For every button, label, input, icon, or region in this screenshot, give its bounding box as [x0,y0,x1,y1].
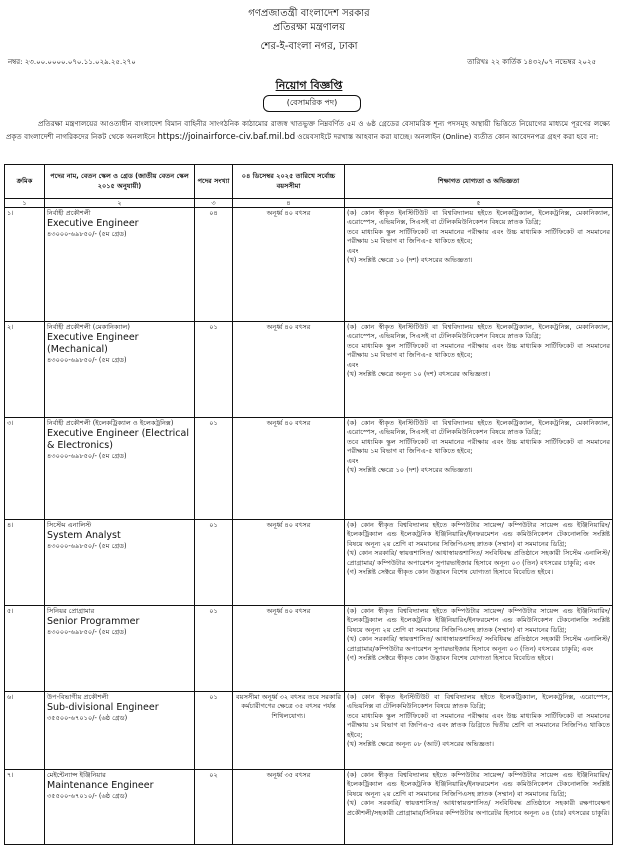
row-post-count: ০১ [195,520,233,606]
table-row [5,418,613,520]
qualification-line: তবে মাধ্যমিক স্কুল সার্টিফিকেট বা সমমানের পরীক্ষায় এবং উচ্চ মাধ্যমিক সার্টিফিকেট বা সমমানের পরীক্ষায় ১ম বিভাগ বা জিপিএ-৫ এবং স্নাতক ডিগ্রিতে দ্বিতীয় শ্রেণি বা সমমানের সিজিপিএ থাকিতে হইবে; [347,711,610,739]
col-number: ৫ [345,199,613,208]
post-name-en: Executive Engineer (Mechanical) [47,332,139,356]
post-name-bn: নির্বাহী প্রকৌশলী [47,209,91,217]
qualification-line: (খ) কোন সরকারি/ স্বায়ত্তশাসিত/ আধাস্বায়ত্তশাসিত/ সংবিধিবদ্ধ প্রতিষ্ঠানে সহকারী রক্ষণাবেক্ষণ প্রকৌশলী/সহকারী প্রোগ্রামার/সিনিয়র কম্পিউটার অপারেটর হিসাবে অনূন্য ০৪ (চার) বৎসরের চাকুরি। [347,799,610,817]
qualification-line: (খ) সংশ্লিষ্ট ক্ষেত্রে অনূন্য ১০ (দশ) বৎসরের অভিজ্ঞতা। [347,370,491,379]
row-post-count: ০১ [195,322,233,418]
qualification-line: এবং [347,456,359,465]
table-body [5,208,613,845]
col-number: ১ [5,199,45,208]
qualification-line: (ক) কোন স্বীকৃত ইনস্টিটিউট বা বিশ্ববিদ্যালয় হইতে ইলেকট্রিক্যাল, ইলেকট্রনিক্স, মেকানিক্যাল, এরোস্পেস, এভিয়নিক্স, সিএসই বা টেলিকমিউনিকেশন বিষয়ে স্নাতক ডিগ্রি; [347,209,610,227]
qualification-line: এবং [347,360,359,369]
header-qualification: শিক্ষাগত যোগ্যতা ও অভিজ্ঞতা [345,165,613,199]
col-number: ৩ [195,199,233,208]
pay-scale: ৪৩০০০-৬৯৮৫০/- (৫ম গ্রেড) [47,542,127,551]
row-qualification [345,606,613,692]
qualification-line: (খ) সংশ্লিষ্ট ক্ষেত্রে ১০ (দশ) বৎসরের অভিজ্ঞতা। [347,256,473,265]
post-name-en: Senior Programmer [47,616,140,628]
qualification-line: (ক) কোন স্বীকৃত বিশ্ববিদ্যালয় হইতে কম্পিউটার সায়েন্স/ কম্পিউটার সায়েন্স এন্ড ইঞ্জিনিয়ারিং/ইলেকট্রিক্যাল এন্ড ইলেকট্রনিক ইঞ্জিনিয়ারিং/ইনফরমেশন এন্ড কমিউনিকেশন টেকনোলজি সংশ্লিষ্ট বিষয়ে অনূন্য ২য় শ্রেণি বা সমমানের সিজিপিএসহ স্নাতক (সম্মান) বা সমমানের ডিগ্রি; [347,771,610,798]
post-name-bn: সিস্টেম এনালিস্ট [47,521,92,529]
qualification-line: তবে মাধ্যমিক স্কুল সার্টিফিকেট বা সমমানের পরীক্ষায় এবং উচ্চ মাধ্যমিক সার্টিফিকেট বা সমমানের পরীক্ষায় ১ম বিভাগ বা জিপিএ-৫ থাকিতে হইবে; [347,227,610,246]
ministry-heading: প্রতিরক্ষা মন্ত্রণালয় [272,22,346,33]
pay-scale: ৪৩০০০-৬৯৮৫০/- (৫ম গ্রেড) [47,452,127,461]
header-count: পদের সংখ্যা [195,165,233,199]
post-name-en: Executive Engineer (Electrical & Electronics) [47,428,189,452]
row-serial: ৪। [5,520,45,606]
row-age-limit: অনূর্ধ্ব ৪০ বৎসর [233,322,345,418]
post-name-bn: নির্বাহী প্রকৌশলী (ইলেকট্রিক্যাল ও ইলেকট্রনিক্স) [47,419,174,427]
table-row [5,692,613,770]
intro-text-before: প্রতিরক্ষা মন্ত্রণালয়ের আওতাধীন বাংলাদেশ বিমান বাহিনীর সাংগঠনিক কাঠামোর রাজস্ব খাতভুক্ত নিম্নবর্ণিত ৫ম ও ৬ষ্ঠ গ্রেডের বেসামরিক শূন্য পদসমূহ অস্থায়ী ভিত্তিতে নিয়োগের মাধ্যমে পূরণের লক্ষ্যে প্রকৃত বাংলাদেশী নাগরিকদের নিকট থেকে অনলাইনে [6,119,610,141]
row-post [45,692,195,770]
row-qualification [345,322,613,418]
qualification-line: (ক) কোন স্বীকৃত ইনস্টিটিউট বা বিশ্ববিদ্যালয় হইতে ইলেকট্রিক্যাল, ইলেকট্রনিক্স, মেকানিক্যাল, এরোস্পেস, এভিয়নিক্স, সিএসই বা টেলিকমিউনিকেশন বিষয়ে স্নাতক ডিগ্রি; [347,323,610,341]
header-age: ০৪ ডিসেম্বর ২০২৫ তারিখে সর্বোচ্চ বয়সসীমা [233,165,345,199]
pay-scale: ৪৩০০০-৬৯৮৫০/- (৫ম গ্রেড) [47,230,127,239]
header-post: পদের নাম, বেতন স্কেল ও গ্রেড (জাতীয় বেতন স্কেল ২০১৫ অনুযায়ী) [45,165,195,199]
post-name-bn: সিনিয়র প্রোগ্রামার [47,607,95,615]
row-qualification [345,520,613,606]
row-age-limit: অনূর্ধ্ব ৪০ বৎসর [233,418,345,520]
post-name-en: Maintenance Engineer [47,780,154,792]
qualification-line: (গ) সংশ্লিষ্ট সেক্টরে স্বীকৃত কোন উদ্ভাবন বিশেষ যোগ্যতা হিসাবে বিবেচিত হইবে। [347,568,554,577]
notice-date: তারিখঃ ২২ কার্তিক ১৪৩২/০৭ নভেম্বর ২০২৫ [467,58,596,66]
post-name-bn: মেইন্টেন্যান্স ইঞ্জিনিয়ার [47,771,106,779]
col-number: ২ [45,199,195,208]
row-serial: ২। [5,322,45,418]
qualification-line: (খ) সংশ্লিষ্ট ক্ষেত্রে অনূন্য ০৮ (আট) বৎসরের অভিজ্ঞতা। [347,740,494,749]
table-row [5,606,613,692]
post-name-en: System Analyst [47,530,121,542]
qualification-line: (খ) কোন সরকারি/ স্বায়ত্তশাসিত/ আধাস্বায়ত্তশাসিত/ সংবিধিবদ্ধ প্রতিষ্ঠানে সহকারী সিস্টেম এনালিস্ট/প্রোগ্রামার/কম্পিউটার অপারেশন সুপারভাইজার হিসাবে অনূন্য ০৩ (তিন) বৎসরের চাকুরি; এবং [347,635,610,653]
pay-scale: ৪৩০০০-৬৯৮৫০/- (৫ম গ্রেড) [47,356,127,365]
post-name-bn: নির্বাহী প্রকৌশলী (মেকানিক্যাল) [47,323,130,331]
row-age-limit: অনূর্ধ্ব ৪০ বৎসর [233,208,345,322]
table-row [5,208,613,322]
row-age-limit: অনূর্ধ্ব ৪০ বৎসর [233,606,345,692]
address-heading: শের-ই-বাংলা নগর, ঢাকা [260,41,358,52]
row-serial: ৩। [5,418,45,520]
qualification-line: এবং [347,246,359,255]
intro-text-after: ওয়েবসাইটে দরখাস্ত আহবান করা যাচ্ছে। অনলাইন (Online) ব্যতীত কোন আবেদনপত্র গ্রহণ করা হবে না: [297,131,599,141]
row-post-count: ০১ [195,418,233,520]
government-heading: গণপ্রজাতন্ত্রী বাংলাদেশ সরকার [248,8,370,19]
website-link[interactable]: https://joinairforce-civ.baf.mil.bd [157,131,296,142]
page-title [0,77,618,96]
qualification-line: তবে মাধ্যমিক স্কুল সার্টিফিকেট বা সমমানের পরীক্ষায় এবং উচ্চ মাধ্যমিক সার্টিফিকেট বা সমমানের পরীক্ষায় ১ম বিভাগ বা জিপিএ-৫ থাকিতে হইবে; [347,437,610,456]
post-name-bn: উপ-বিভাগীয় প্রকৌশলী [47,693,109,701]
row-age-limit: বয়সসীমা অনূর্ধ্ব ৩২ বৎসর তবে সরকারি কর্মচারীগণের ক্ষেত্রে ৩৫ বৎসর পর্যন্ত শিথিলযোগ্য। [233,692,345,770]
row-post-count: ০১ [195,606,233,692]
post-name-en: Sub-divisional Engineer [47,702,159,714]
row-age-limit: অনূর্ধ্ব ৪০ বৎসর [233,520,345,606]
pay-scale: ৩৫৫০০-৬৭০১০/- (৬ষ্ঠ গ্রেড) [47,792,128,801]
row-serial: ১। [5,208,45,322]
row-post [45,770,195,845]
qualification-line: (খ) সংশ্লিষ্ট ক্ষেত্রে ১০ (দশ) বৎসরের অভিজ্ঞতা। [347,466,473,475]
qualification-line: (গ) সংশ্লিষ্ট সেক্টরে স্বীকৃত কোন উদ্ভাবন বিশেষ যোগ্যতা হিসাবে বিবেচিত হইবে। [347,654,554,663]
post-name-en: Executive Engineer [47,218,139,230]
row-qualification [345,770,613,845]
table-row [5,520,613,606]
qualification-line: (ক) কোন স্বীকৃত বিশ্ববিদ্যালয় হইতে কম্পিউটার সায়েন্স/ কম্পিউটার সায়েন্স এন্ড ইঞ্জিনিয়ারিং/ইলেকট্রিক্যাল এন্ড ইলেকট্রনিক ইঞ্জিনিয়ারিং/ইনফরমেশন এন্ড কমিউনিকেশন টেকনোলজি সংশ্লিষ্ট বিষয়ে অনূন্য ২য় শ্রেণি বা সমমানের সিজিপিএসহ স্নাতক (সম্মান) বা সমমানের ডিগ্রি; [347,521,610,548]
qualification-line: (ক) কোন স্বীকৃত ইনস্টিটিউট বা বিশ্ববিদ্যালয় হইতে ইলেকট্রিক্যাল, ইলেকট্রনিক্স, মেকানিক্যাল, এরোস্পেস, এভিয়নিক্স, সিএসই বা টেলিকমিউনিকেশন বিষয়ে স্নাতক ডিগ্রি; [347,419,610,437]
pay-scale: ৪৩০০০-৬৯৮৫০/- (৫ম গ্রেড) [47,628,127,637]
qualification-line: তবে মাধ্যমিক স্কুল সার্টিফিকেট বা সমমানের পরীক্ষায় এবং উচ্চ মাধ্যমিক সার্টিফিকেট বা সমমানের পরীক্ষায় ১ম বিভাগ বা জিপিএ-৫ থাকিতে হইবে; [347,341,610,360]
row-post-count: ০১ [195,692,233,770]
qualification-line: (ক) কোন স্বীকৃত ইনস্টিটিউট বা বিশ্ববিদ্যালয় হইতে ইলেকট্রিক্যাল, ইলেকট্রনিক্স, এরোস্পেস, এভিয়নিক্স বা টেলিকমিউনিকেশন বিষয়ে স্নাতক ডিগ্রি; [347,693,610,711]
qualification-line: (ক) কোন স্বীকৃত বিশ্ববিদ্যালয় হইতে কম্পিউটার সায়েন্স/ কম্পিউটার সায়েন্স এন্ড ইঞ্জিনিয়ারিং/ইলেকট্রিক্যাল এন্ড ইলেকট্রনিক ইঞ্জিনিয়ারিং/ইনফরমেশন এন্ড কমিউনিকেশন টেকনোলজি সংশ্লিষ্ট বিষয়ে অনূন্য ২য় শ্রেণি বা সমমানের সিজিপিএসহ স্নাতক (সম্মান) বা সমমানের ডিগ্রি; [347,607,610,634]
table-row [5,770,613,845]
intro-paragraph [6,118,610,143]
row-post [45,208,195,322]
row-serial: ৬। [5,692,45,770]
row-post-count: ০২ [195,770,233,845]
table-header-row [5,165,613,199]
row-serial: ৭। [5,770,45,845]
title-text: নিয়োগ বিজ্ঞপ্তি [275,79,343,92]
row-qualification [345,418,613,520]
row-post [45,322,195,418]
row-post [45,606,195,692]
memo-number: নম্বর: ২৩.০০.০০০০.০৭০.১১.০২৯.২৫.২৭০ [8,58,136,66]
row-post [45,418,195,520]
row-qualification [345,692,613,770]
table-row [5,322,613,418]
row-age-limit: অনূর্ধ্ব ৩৫ বৎসর [233,770,345,845]
qualification-line: (খ) কোন সরকারি/ স্বায়ত্তশাসিত/ আধাস্বায়ত্তশাসিত/ সংবিধিবদ্ধ প্রতিষ্ঠানে সহকারী সিস্টেম এনালিস্ট/ প্রোগ্রামার/ কম্পিউটার অপারেশন সুপারভাইজার হিসাবে অনূন্য ০৩ (তিন) বৎসরের চাকুরি; এবং [347,549,610,567]
pay-scale: ৩৫৫০০-৬৭০১০/- (৬ষ্ঠ গ্রেড) [47,714,128,723]
page-subtitle: (বেসামরিক পদ) [263,95,361,112]
row-qualification [345,208,613,322]
row-post [45,520,195,606]
header-serial: ক্রমিক [5,165,45,199]
row-serial: ৫। [5,606,45,692]
column-number-row [5,199,613,208]
vacancy-table [4,164,613,845]
col-number: ৪ [233,199,345,208]
row-post-count: ০৪ [195,208,233,322]
